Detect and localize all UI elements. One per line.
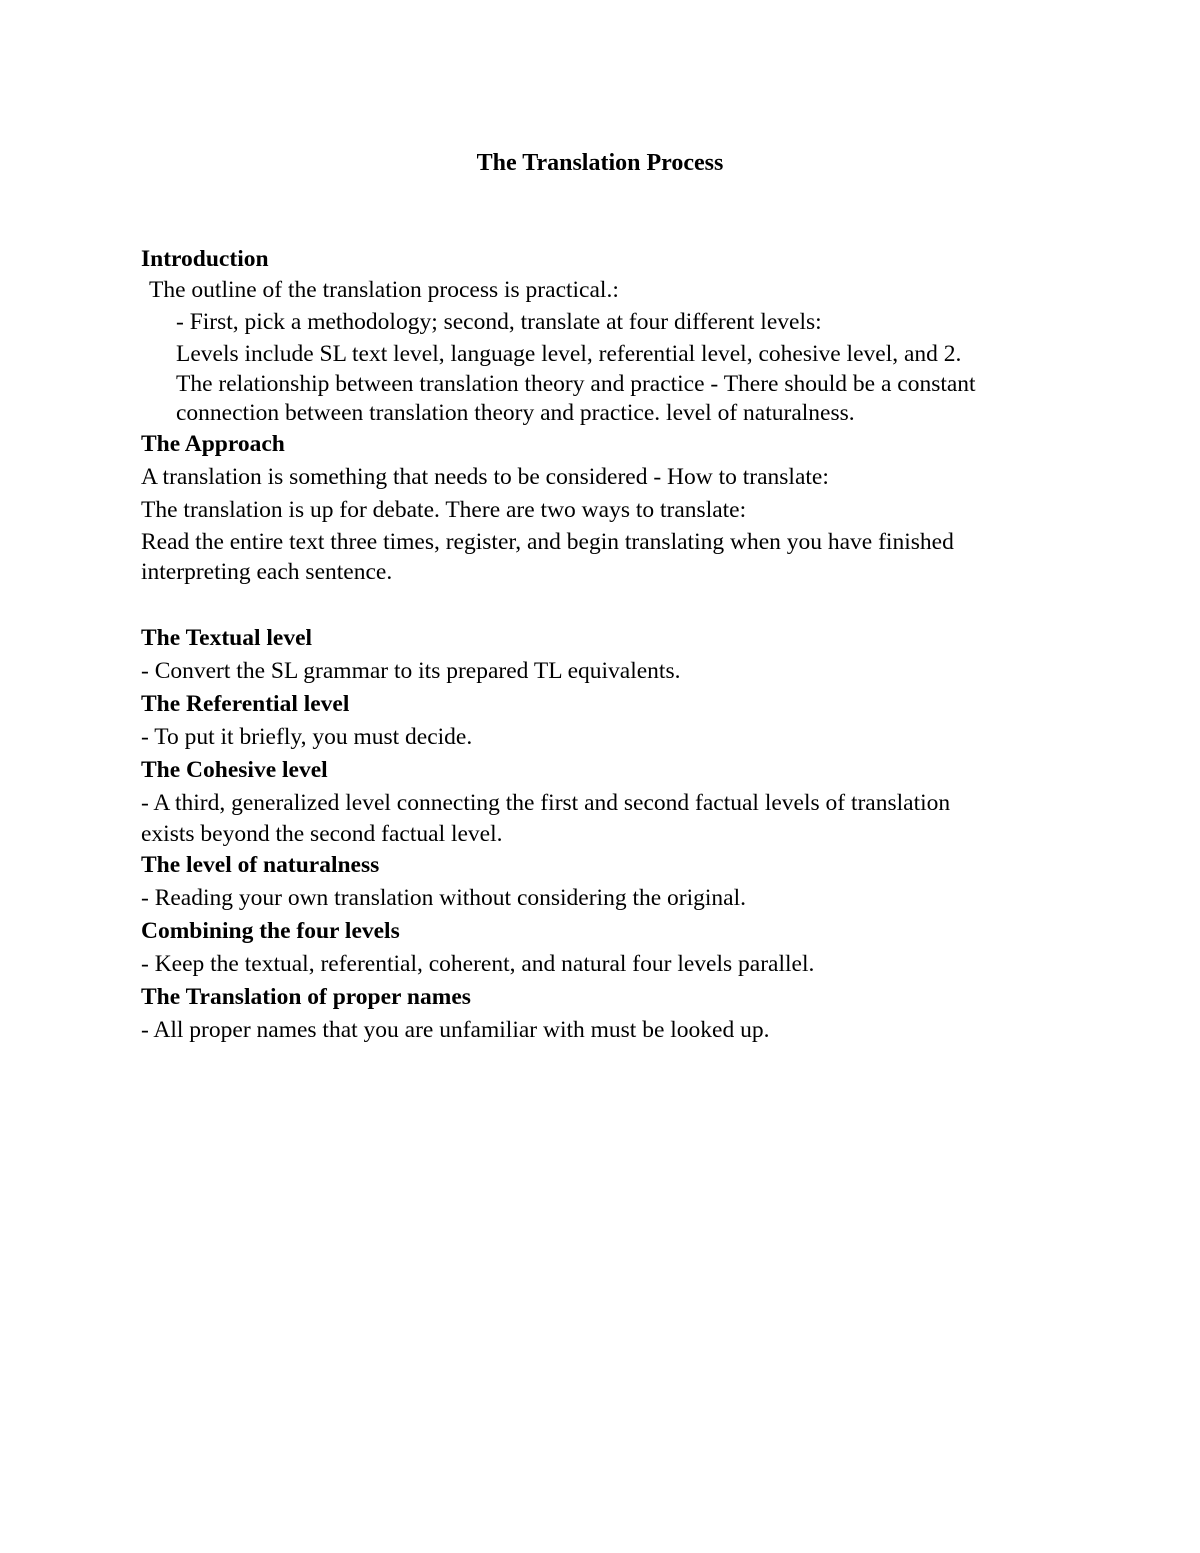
paragraph-line: - Reading your own translation without considering the original. [141, 885, 747, 911]
section-heading: The Translation of proper names [141, 984, 471, 1010]
paragraph-line: The translation is up for debate. There are two ways to translate: [141, 497, 747, 523]
paragraph-line: The outline of the translation process is practical.: [149, 277, 619, 303]
section-referential-level [141, 688, 1071, 754]
section-combining-levels [141, 915, 1071, 981]
paragraph-line: - Keep the textual, referential, coherent, and natural four levels parallel. [141, 951, 815, 977]
paragraph-line: connection between translation theory and practice. level of naturalness. [176, 400, 855, 426]
paragraph-line: - Convert the SL grammar to its prepared TL equivalents. [141, 658, 681, 684]
section-proper-names [141, 981, 1071, 1047]
paragraph-spacer [141, 587, 1071, 622]
section-cohesive-level [141, 754, 1071, 849]
document-body [141, 244, 1071, 1047]
section-approach [141, 428, 1071, 587]
section-heading: The Referential level [141, 691, 350, 717]
paragraph-line: - First, pick a methodology; second, translate at four different levels: [176, 309, 822, 335]
section-heading: Combining the four levels [141, 918, 400, 944]
section-heading: The Textual level [141, 625, 313, 651]
section-heading: The level of naturalness [141, 852, 380, 878]
paragraph-line: - All proper names that you are unfamiliar with must be looked up. [141, 1017, 770, 1043]
paragraph-line: - To put it briefly, you must decide. [141, 724, 473, 750]
paragraph-line: The relationship between translation theory and practice - There should be a constant [176, 371, 976, 397]
section-textual-level [141, 622, 1071, 688]
page-title: The Translation Process [476, 150, 724, 176]
section-heading: The Approach [141, 431, 285, 457]
section-naturalness-level [141, 849, 1071, 915]
section-heading: Introduction [141, 246, 269, 272]
section-introduction [141, 244, 1071, 428]
paragraph-line: exists beyond the second factual level. [141, 821, 503, 847]
paragraph-line: A translation is something that needs to be considered - How to translate: [141, 464, 829, 490]
section-heading: The Cohesive level [141, 757, 328, 783]
paragraph-line: interpreting each sentence. [141, 559, 393, 585]
paragraph-line: - A third, generalized level connecting the first and second factual levels of translation [141, 790, 951, 816]
paragraph-line: Read the entire text three times, register, and begin translating when you have finished [141, 529, 954, 555]
paragraph-line: Levels include SL text level, language level, referential level, cohesive level, and 2. [176, 341, 962, 367]
